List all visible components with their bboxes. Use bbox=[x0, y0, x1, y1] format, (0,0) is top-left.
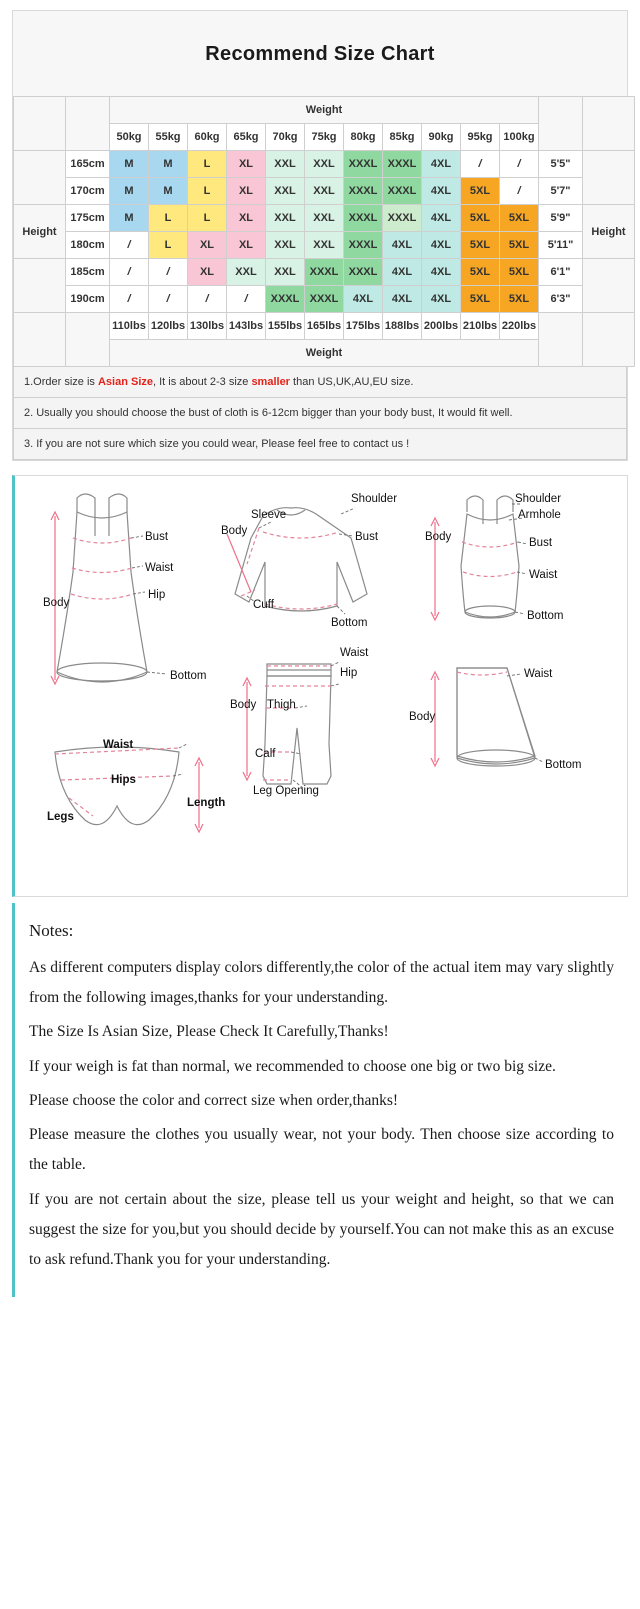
size-cell: 5XL bbox=[500, 259, 539, 286]
label-tank-shoulder: Shoulder bbox=[515, 493, 562, 505]
size-cell: L bbox=[149, 232, 188, 259]
weight-kg-0: 50kg bbox=[110, 124, 149, 151]
label-top-shoulder: Shoulder bbox=[351, 493, 398, 505]
label-panty-hips: Hips bbox=[111, 774, 136, 786]
label-tank-bust: Bust bbox=[529, 537, 553, 549]
corner-top-left bbox=[14, 97, 66, 151]
label-top-body: Body bbox=[221, 525, 248, 537]
height-ft-4: 6'1" bbox=[539, 259, 583, 286]
weight-lbs-2: 130lbs bbox=[188, 313, 227, 340]
size-cell: M bbox=[149, 178, 188, 205]
size-chart-table bbox=[13, 96, 635, 367]
footnote-1-part-e: than US,UK,AU,EU size. bbox=[289, 376, 414, 388]
note-line: The Size Is Asian Size, Please Check It Carefully,Thanks! bbox=[29, 1023, 389, 1041]
page-title: Recommend Size Chart bbox=[205, 43, 435, 65]
label-dress-hip: Hip bbox=[148, 589, 166, 601]
weight-kg-1: 55kg bbox=[149, 124, 188, 151]
size-chart-panel bbox=[12, 10, 628, 461]
skirt-outline bbox=[457, 668, 535, 766]
size-cell: XXL bbox=[266, 151, 305, 178]
weight-lbs-0: 110lbs bbox=[110, 313, 149, 340]
height-ft-5: 6'3" bbox=[539, 286, 583, 313]
label-tank-waist: Waist bbox=[529, 569, 558, 581]
label-tank-armhole: Armhole bbox=[518, 509, 561, 521]
weight-kg-9: 95kg bbox=[461, 124, 500, 151]
notes-heading: Notes: bbox=[29, 921, 74, 940]
pants-outline bbox=[263, 664, 331, 784]
footnote-1-part-a: 1.Order size is bbox=[24, 376, 98, 388]
size-cell: XXXL bbox=[383, 178, 422, 205]
footnote-3: 3. If you are not sure which size you could wear, Please feel free to contact us ! bbox=[13, 429, 627, 460]
height-axis-label-left-text: Height bbox=[14, 205, 66, 259]
size-cell: XXL bbox=[305, 205, 344, 232]
label-panty-waist: Waist bbox=[103, 739, 134, 751]
label-dress-waist: Waist bbox=[145, 562, 174, 574]
label-top-sleeve: Sleeve bbox=[251, 509, 287, 521]
size-cell: 4XL bbox=[422, 178, 461, 205]
size-cell: L bbox=[188, 178, 227, 205]
height-ft-1: 5'7" bbox=[539, 178, 583, 205]
size-cell: 5XL bbox=[461, 259, 500, 286]
note-line: If you are not certain about the size, please tell us your weight and height, so that we can suggest the size for you,but you should decide by yourself.You can not make this as an excuse to ask refund.Thank you for your understanding. bbox=[29, 1190, 614, 1268]
size-cell: XXXL bbox=[344, 232, 383, 259]
size-cell: XXXL bbox=[383, 151, 422, 178]
weight-kg-7: 85kg bbox=[383, 124, 422, 151]
size-cell: / bbox=[188, 286, 227, 313]
label-pants-leg-opening: Leg Opening bbox=[253, 785, 319, 797]
size-cell: / bbox=[149, 286, 188, 313]
weight-kg-8: 90kg bbox=[422, 124, 461, 151]
size-cell: XXXL bbox=[344, 259, 383, 286]
weight-lbs-1: 120lbs bbox=[149, 313, 188, 340]
size-cell: 5XL bbox=[461, 178, 500, 205]
weight-kg-10: 100kg bbox=[500, 124, 539, 151]
weight-kg-3: 65kg bbox=[227, 124, 266, 151]
label-top-cuff: Cuff bbox=[253, 599, 274, 611]
footnote-1-part-c: , It is about 2-3 size bbox=[153, 376, 252, 388]
weight-lbs-5: 165lbs bbox=[305, 313, 344, 340]
size-cell: M bbox=[110, 178, 149, 205]
label-pants-waist: Waist bbox=[340, 647, 369, 659]
size-cell: L bbox=[188, 205, 227, 232]
size-cell: XL bbox=[227, 232, 266, 259]
size-cell: M bbox=[110, 151, 149, 178]
weight-axis-label-top: Weight bbox=[110, 97, 539, 124]
size-cell: XXXL bbox=[305, 286, 344, 313]
corner-bottom-right bbox=[539, 313, 583, 367]
size-cell: 5XL bbox=[461, 205, 500, 232]
size-cell: XL bbox=[188, 259, 227, 286]
notes-panel bbox=[12, 903, 628, 1297]
size-cell: 4XL bbox=[422, 259, 461, 286]
size-chart-page bbox=[0, 10, 640, 1297]
height-cm-4: 185cm bbox=[66, 259, 110, 286]
size-cell: / bbox=[227, 286, 266, 313]
corner-bottom-left-2 bbox=[66, 313, 110, 367]
label-dress-body: Body bbox=[43, 597, 70, 609]
weight-lbs-6: 175lbs bbox=[344, 313, 383, 340]
size-cell: 4XL bbox=[422, 205, 461, 232]
table-row-weight-header bbox=[14, 97, 635, 124]
size-cell: 5XL bbox=[500, 232, 539, 259]
table-row bbox=[14, 232, 635, 259]
size-cell: XL bbox=[188, 232, 227, 259]
weight-lbs-4: 155lbs bbox=[266, 313, 305, 340]
corner-bottom-right-2 bbox=[583, 313, 635, 367]
label-tank-bottom: Bottom bbox=[527, 610, 564, 622]
size-cell: XXXL bbox=[305, 259, 344, 286]
size-cell: 4XL bbox=[383, 259, 422, 286]
corner-top-right-2 bbox=[583, 97, 635, 151]
weight-kg-6: 80kg bbox=[344, 124, 383, 151]
footnote-2: 2. Usually you should choose the bust of cloth is 6-12cm bigger than your body bust, It would fit well. bbox=[13, 398, 627, 429]
weight-kg-4: 70kg bbox=[266, 124, 305, 151]
weight-lbs-8: 200lbs bbox=[422, 313, 461, 340]
corner-top-right bbox=[539, 97, 583, 151]
weight-axis-label-bottom: Weight bbox=[110, 340, 539, 367]
size-cell: / bbox=[149, 259, 188, 286]
label-pants-thigh: Thigh bbox=[267, 699, 296, 711]
table-row-lbs bbox=[14, 313, 635, 340]
table-row bbox=[14, 178, 635, 205]
size-cell: XXL bbox=[266, 178, 305, 205]
measurement-diagram-svg bbox=[15, 476, 627, 894]
weight-lbs-7: 188lbs bbox=[383, 313, 422, 340]
label-top-bottom: Bottom bbox=[331, 617, 368, 629]
size-cell: 4XL bbox=[422, 232, 461, 259]
note-line: If your weigh is fat than normal, we recommended to choose one big or two big size. bbox=[29, 1057, 556, 1075]
label-tank-body: Body bbox=[425, 531, 452, 543]
height-cm-2: 175cm bbox=[66, 205, 110, 232]
size-cell: XL bbox=[227, 178, 266, 205]
weight-kg-5: 75kg bbox=[305, 124, 344, 151]
corner-top-left-2 bbox=[66, 97, 110, 151]
size-cell: 5XL bbox=[500, 205, 539, 232]
label-panty-legs: Legs bbox=[47, 811, 74, 823]
corner-bottom-left bbox=[14, 313, 66, 367]
weight-lbs-10: 220lbs bbox=[500, 313, 539, 340]
size-cell: 4XL bbox=[422, 286, 461, 313]
weight-lbs-3: 143lbs bbox=[227, 313, 266, 340]
note-line: Please choose the color and correct size when order,thanks! bbox=[29, 1091, 399, 1109]
footnote-1-asian-size: Asian Size bbox=[97, 376, 153, 388]
size-cell: M bbox=[110, 205, 149, 232]
height-ft-2: 5'9" bbox=[539, 205, 583, 232]
size-cell: 4XL bbox=[383, 232, 422, 259]
size-cell: XL bbox=[227, 151, 266, 178]
label-dress-bottom: Bottom bbox=[170, 670, 207, 682]
label-skirt-waist: Waist bbox=[524, 668, 553, 680]
measurement-diagram-panel bbox=[12, 475, 628, 897]
size-cell: / bbox=[110, 286, 149, 313]
size-cell: XXXL bbox=[344, 151, 383, 178]
note-line: As different computers display colors differently,the color of the actual item may vary slightly from the following images,thanks for your understanding. bbox=[29, 959, 614, 1007]
label-dress-bust: Bust bbox=[145, 531, 169, 543]
size-cell: / bbox=[500, 151, 539, 178]
size-cell: XXXL bbox=[383, 205, 422, 232]
size-cell: 4XL bbox=[383, 286, 422, 313]
height-cm-1: 170cm bbox=[66, 178, 110, 205]
size-cell: 5XL bbox=[500, 286, 539, 313]
height-axis-spacer-right bbox=[583, 259, 635, 313]
height-axis-label-right-text: Height bbox=[583, 205, 635, 259]
height-axis-spacer-left bbox=[14, 259, 66, 313]
weight-kg-2: 60kg bbox=[188, 124, 227, 151]
dress-outline bbox=[57, 494, 147, 682]
size-cell: XXL bbox=[305, 178, 344, 205]
size-cell: XXL bbox=[266, 205, 305, 232]
height-ft-3: 5'11" bbox=[539, 232, 583, 259]
size-cell: XXL bbox=[305, 151, 344, 178]
height-cm-5: 190cm bbox=[66, 286, 110, 313]
size-cell: XXL bbox=[227, 259, 266, 286]
size-cell: XXXL bbox=[266, 286, 305, 313]
size-cell: L bbox=[149, 205, 188, 232]
height-cm-3: 180cm bbox=[66, 232, 110, 259]
footnote-1-smaller: smaller bbox=[251, 376, 290, 388]
size-cell: M bbox=[149, 151, 188, 178]
height-axis-label-right-spacer bbox=[583, 151, 635, 205]
label-panty-length: Length bbox=[187, 797, 226, 809]
size-cell: 5XL bbox=[461, 286, 500, 313]
note-line: Please measure the clothes you usually wear, not your body. Then choose size according to the table. bbox=[29, 1126, 614, 1174]
label-skirt-body: Body bbox=[409, 711, 436, 723]
size-cell: 4XL bbox=[422, 151, 461, 178]
label-pants-hip: Hip bbox=[340, 667, 358, 679]
size-cell: 4XL bbox=[344, 286, 383, 313]
label-pants-calf: Calf bbox=[255, 748, 276, 760]
table-row bbox=[14, 205, 635, 232]
size-cell: / bbox=[461, 151, 500, 178]
label-pants-body: Body bbox=[230, 699, 257, 711]
size-cell: XXL bbox=[266, 232, 305, 259]
size-cell: XXL bbox=[305, 232, 344, 259]
size-cell: XXXL bbox=[344, 205, 383, 232]
size-cell: XL bbox=[227, 205, 266, 232]
size-cell: / bbox=[500, 178, 539, 205]
size-cell: / bbox=[110, 259, 149, 286]
label-top-bust: Bust bbox=[355, 531, 379, 543]
size-cell: 5XL bbox=[461, 232, 500, 259]
weight-lbs-9: 210lbs bbox=[461, 313, 500, 340]
size-cell: XXXL bbox=[344, 178, 383, 205]
tank-outline bbox=[461, 496, 519, 618]
label-skirt-bottom: Bottom bbox=[545, 759, 582, 771]
height-ft-0: 5'5" bbox=[539, 151, 583, 178]
size-cell: XXL bbox=[266, 259, 305, 286]
table-row bbox=[14, 151, 635, 178]
height-axis-label-left bbox=[14, 151, 66, 205]
table-row bbox=[14, 286, 635, 313]
longsleeve-outline bbox=[235, 508, 367, 611]
table-row bbox=[14, 259, 635, 286]
size-cell: L bbox=[188, 151, 227, 178]
size-cell: / bbox=[110, 232, 149, 259]
footnote-1 bbox=[13, 367, 627, 398]
height-cm-0: 165cm bbox=[66, 151, 110, 178]
